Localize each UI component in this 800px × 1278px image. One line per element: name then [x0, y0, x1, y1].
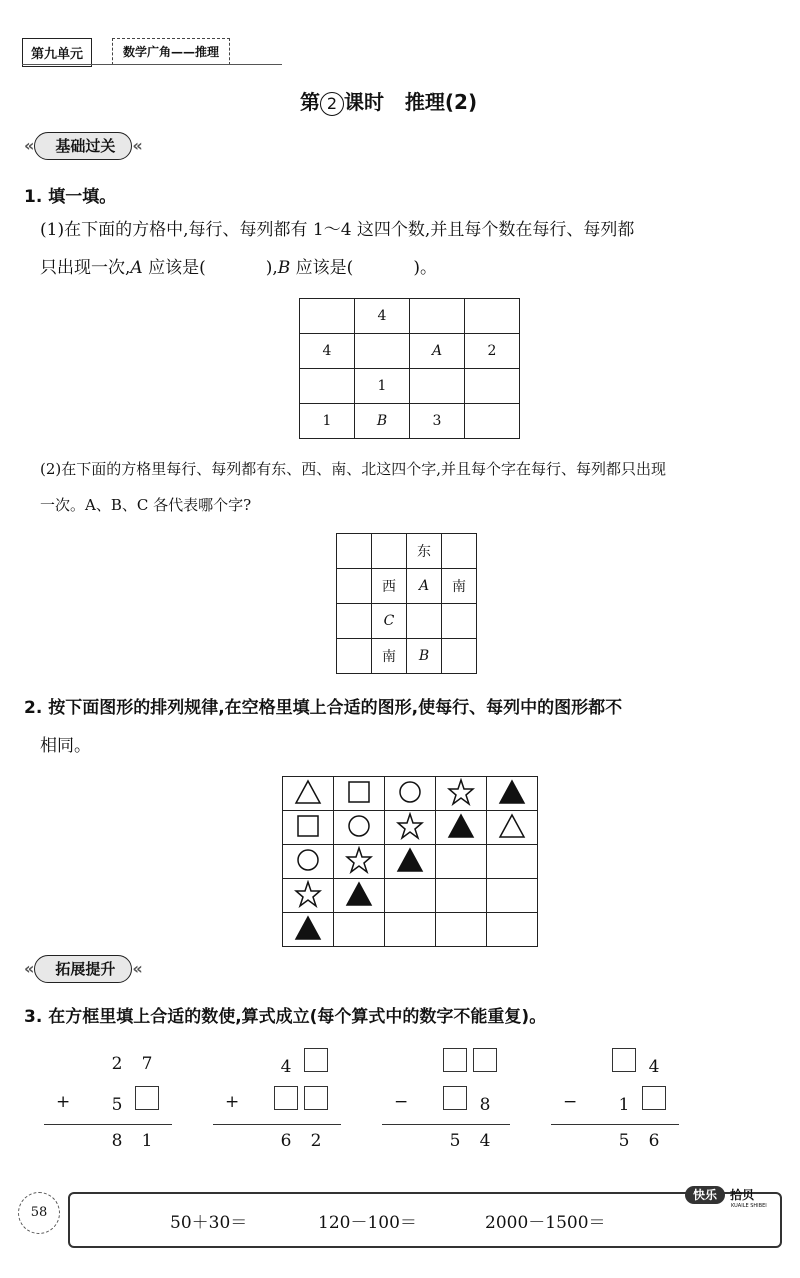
digit: [132, 1086, 162, 1121]
answer-box[interactable]: [304, 1048, 328, 1072]
triangle-filled-icon: [447, 812, 475, 840]
grid-cell: 南: [442, 569, 477, 604]
direction-grid: [336, 533, 477, 674]
number-grid: [299, 298, 520, 439]
star-shape-cell: [283, 879, 334, 913]
circle-shape-cell: [283, 845, 334, 879]
digit: 8: [479, 1095, 491, 1115]
grid-row: [300, 299, 520, 334]
digit: 1: [141, 1131, 153, 1151]
digit: 4: [648, 1057, 660, 1077]
grid-cell: 1: [355, 369, 410, 404]
answer-box[interactable]: [304, 1086, 328, 1110]
empty-shape-cell[interactable]: [385, 913, 436, 947]
digit: 6: [280, 1131, 292, 1151]
section-basic: « 基础过关 «: [24, 135, 143, 156]
grid-row: [300, 404, 520, 439]
operator: −: [563, 1092, 578, 1112]
triangle-filled-shape-cell: [283, 913, 334, 947]
q1-p2-line2: 一次。A、B、C 各代表哪个字?: [40, 496, 252, 514]
digit: [609, 1048, 639, 1083]
chevron-left-icon: «: [132, 136, 143, 155]
circle-shape-cell: [385, 777, 436, 811]
grid-cell: [410, 299, 465, 334]
square-shape-cell: [334, 777, 385, 811]
star-icon: [447, 778, 475, 806]
grid-row: [337, 639, 477, 674]
star-icon: [396, 812, 424, 840]
square-shape-cell: [283, 811, 334, 845]
grid-row: [283, 811, 538, 845]
star-icon: [294, 880, 322, 908]
grid-cell: [442, 639, 477, 674]
triangle-outline-shape-cell: [283, 777, 334, 811]
answer-box[interactable]: [473, 1048, 497, 1072]
digit: 5: [618, 1131, 630, 1151]
calc-row: [213, 1086, 341, 1124]
grid-cell: 西: [372, 569, 407, 604]
grid-cell: 3: [410, 404, 465, 439]
square-icon: [345, 778, 373, 806]
chevron-left-icon: «: [132, 959, 143, 978]
triangle-outline-icon: [498, 812, 526, 840]
grid-cell: [337, 534, 372, 569]
footer-expr-2: 120－100＝: [318, 1213, 417, 1233]
q2-heading-line2: 相同。: [40, 736, 91, 756]
answer-box[interactable]: [443, 1086, 467, 1110]
empty-shape-cell[interactable]: [487, 879, 538, 913]
grid-row: [300, 369, 520, 404]
digit: 6: [648, 1131, 660, 1151]
grid-cell: [372, 534, 407, 569]
triangle-filled-shape-cell: [334, 879, 385, 913]
calc-row: [44, 1048, 172, 1086]
empty-shape-cell[interactable]: [436, 845, 487, 879]
digit: 2: [111, 1054, 123, 1074]
empty-shape-cell[interactable]: [436, 913, 487, 947]
q1-p2-line1: (2)在下面的方格里每行、每列都有东、西、南、北这四个字,并且每个字在每行、每列都只出现: [40, 460, 667, 478]
digit: [440, 1086, 470, 1121]
calc-row: [382, 1086, 510, 1124]
vertical-calc: [44, 1048, 172, 1163]
grid-cell: 4: [355, 299, 410, 334]
unit-label: 第九单元: [22, 38, 92, 67]
grid-cell: [407, 604, 442, 639]
answer-box[interactable]: [443, 1048, 467, 1072]
grid-row: [337, 604, 477, 639]
digit: 5: [449, 1131, 461, 1151]
q1-p1-line2: 只出现一次,A 应该是( ),B 应该是( )。: [40, 258, 437, 278]
digit: 7: [141, 1054, 153, 1074]
digit: 1: [618, 1095, 630, 1115]
digit: [440, 1048, 470, 1083]
grid-row: [283, 777, 538, 811]
section-extend: « 拓展提升 «: [24, 958, 143, 979]
grid-cell: [465, 404, 520, 439]
empty-shape-cell[interactable]: [487, 845, 538, 879]
empty-shape-cell[interactable]: [334, 913, 385, 947]
empty-shape-cell[interactable]: [385, 879, 436, 913]
page-number-badge: 58: [18, 1192, 60, 1234]
grid-row: [283, 879, 538, 913]
calc-row: [44, 1086, 172, 1124]
vertical-calc: [213, 1048, 341, 1163]
lesson-title: 第 2 课时 推理(2): [300, 90, 478, 114]
triangle-filled-icon: [345, 880, 373, 908]
grid-cell: B: [355, 404, 410, 439]
grid-cell: [337, 569, 372, 604]
grid-cell: 东: [407, 534, 442, 569]
triangle-filled-icon: [294, 914, 322, 942]
footer-expr-3: 2000－1500＝: [485, 1213, 606, 1233]
digit: 4: [280, 1057, 292, 1077]
star-icon: [345, 846, 373, 874]
answer-box[interactable]: [642, 1086, 666, 1110]
triangle-outline-icon: [294, 778, 322, 806]
calc-row: [44, 1125, 172, 1163]
calc-row: [213, 1125, 341, 1163]
digit: [301, 1048, 331, 1083]
square-icon: [294, 812, 322, 840]
calc-row: [213, 1048, 341, 1086]
chevron-left-icon: «: [24, 959, 35, 978]
circle-icon: [396, 778, 424, 806]
q1-p1-line1: (1)在下面的方格中,每行、每列都有 1～4 这四个数,并且每个数在每行、每列都: [40, 220, 635, 240]
circle-icon: [294, 846, 322, 874]
grid-cell: [442, 604, 477, 639]
triangle-filled-icon: [396, 846, 424, 874]
q1-heading: 1. 填一填。: [24, 187, 117, 207]
triangle-outline-shape-cell: [487, 811, 538, 845]
calc-row: [551, 1048, 679, 1086]
grid-row: [283, 913, 538, 947]
grid-cell: C: [372, 604, 407, 639]
calc-row: [551, 1086, 679, 1124]
operator: +: [225, 1092, 240, 1112]
answer-box[interactable]: [274, 1086, 298, 1110]
vertical-calc: [551, 1048, 679, 1163]
grid-cell: A: [407, 569, 442, 604]
operator: +: [56, 1092, 71, 1112]
footer-expr-1: 50＋30＝: [170, 1213, 248, 1233]
empty-shape-cell[interactable]: [487, 913, 538, 947]
digit: 5: [111, 1095, 123, 1115]
answer-box[interactable]: [612, 1048, 636, 1072]
grid-cell: 2: [465, 334, 520, 369]
circle-shape-cell: [334, 811, 385, 845]
triangle-filled-icon: [498, 778, 526, 806]
grid-cell: [337, 639, 372, 674]
digit: 8: [111, 1131, 123, 1151]
topic-label: 数学广角——推理: [112, 38, 230, 65]
digit: 2: [310, 1131, 322, 1151]
answer-box[interactable]: [135, 1086, 159, 1110]
digit: 4: [479, 1131, 491, 1151]
q3-heading: 3. 在方框里填上合适的数使,算式成立(每个算式中的数字不能重复)。: [24, 1007, 547, 1027]
calc-row: [551, 1125, 679, 1163]
operator: −: [394, 1092, 409, 1112]
grid-cell: [442, 534, 477, 569]
grid-row: [337, 569, 477, 604]
grid-cell: [337, 604, 372, 639]
header-divider: [22, 64, 282, 65]
brand-logo: 快乐 拾贝 KUAILE SHIBEI: [685, 1184, 767, 1209]
star-shape-cell: [385, 811, 436, 845]
grid-row: [283, 845, 538, 879]
grid-cell: [300, 299, 355, 334]
grid-cell: A: [410, 334, 465, 369]
digit: [470, 1048, 500, 1083]
star-shape-cell: [436, 777, 487, 811]
triangle-filled-shape-cell: [487, 777, 538, 811]
grid-cell: 4: [300, 334, 355, 369]
q2-heading-line1: 2. 按下面图形的排列规律,在空格里填上合适的图形,使每行、每列中的图形都不: [24, 698, 623, 718]
grid-cell: [300, 369, 355, 404]
calc-row: [382, 1048, 510, 1086]
circle-icon: [345, 812, 373, 840]
digit: [271, 1086, 301, 1121]
lesson-number: 2: [320, 92, 344, 116]
triangle-filled-shape-cell: [385, 845, 436, 879]
shape-grid: [282, 776, 538, 947]
empty-shape-cell[interactable]: [436, 879, 487, 913]
grid-cell: [465, 299, 520, 334]
grid-cell: B: [407, 639, 442, 674]
grid-cell: 1: [300, 404, 355, 439]
digit: [301, 1086, 331, 1121]
grid-cell: [410, 369, 465, 404]
grid-cell: 南: [372, 639, 407, 674]
chevron-left-icon: «: [24, 136, 35, 155]
grid-row: [337, 534, 477, 569]
star-shape-cell: [334, 845, 385, 879]
vertical-calc: [382, 1048, 510, 1163]
grid-row: [300, 334, 520, 369]
digit: [639, 1086, 669, 1121]
grid-cell: [355, 334, 410, 369]
grid-cell: [465, 369, 520, 404]
triangle-filled-shape-cell: [436, 811, 487, 845]
calc-row: [382, 1125, 510, 1163]
